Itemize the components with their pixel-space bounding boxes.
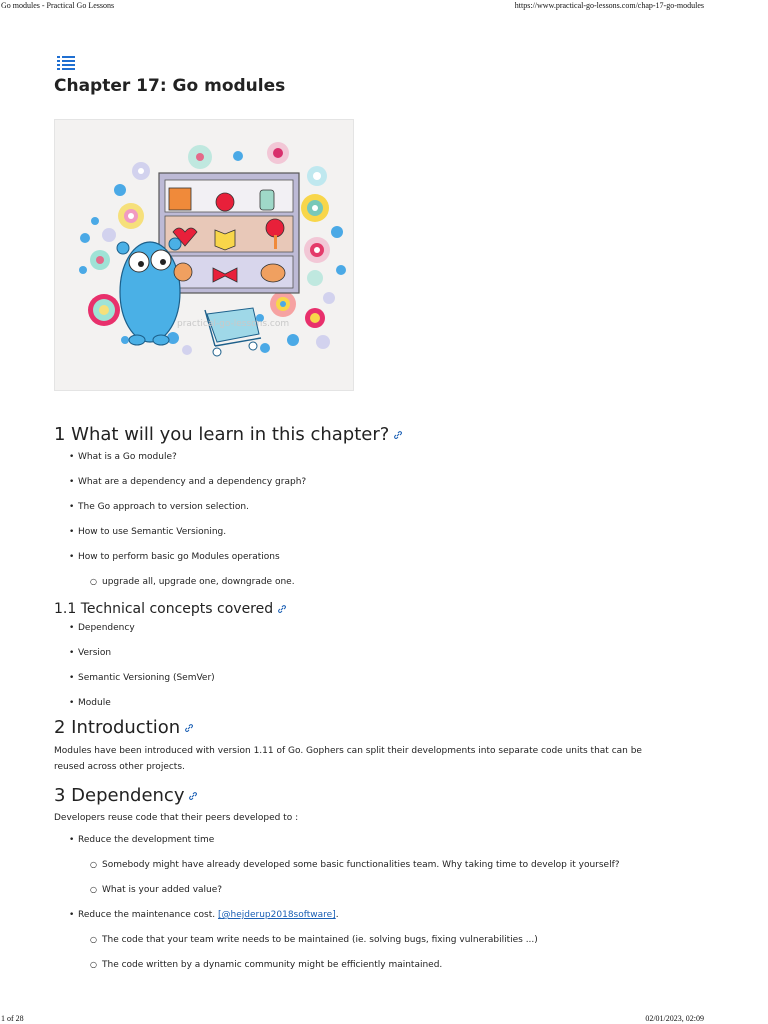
link-icon[interactable] (277, 604, 287, 614)
list-item: ○ Somebody might have already developed some basic functionalities team. Why taking time to develop it yourself? (54, 859, 654, 871)
print-header (1, 1, 704, 10)
dependency-list (54, 834, 654, 846)
print-datetime: 02/01/2023, 02:09 (645, 1014, 704, 1023)
chapter-illustration (54, 119, 354, 391)
section-dependency-heading: 3 Dependency (54, 785, 654, 806)
link-icon[interactable] (188, 791, 198, 801)
list-item: • Module (54, 697, 654, 709)
dependency-paragraph: Developers reuse code that their peers developed to : (54, 813, 299, 823)
section-learn-heading: 1 What will you learn in this chapter? (54, 424, 654, 445)
chapter-title: Chapter 17: Go modules (54, 76, 286, 96)
learn-sublist (54, 576, 654, 588)
watermark-text: practical-go-lessons.com (177, 319, 290, 329)
link-icon[interactable] (184, 723, 194, 733)
list-item: • Dependency (54, 622, 654, 634)
list-item: ○ The code written by a dynamic community might be efficiently maintained. (54, 959, 654, 971)
dependency-sublist (54, 859, 654, 896)
list-item: • How to use Semantic Versioning. (54, 526, 654, 538)
list-item: • What are a dependency and a dependency graph? (54, 476, 654, 488)
intro-paragraph: Modules have been introduced with version 1.11 of Go. Gophers can split their developments into separate code units that can be reused across other projects. (54, 746, 642, 772)
learn-list (54, 451, 654, 563)
section-intro-heading: 2 Introduction (54, 717, 654, 738)
page-number: 1 of 28 (1, 1014, 24, 1023)
list-item: • Semantic Versioning (SemVer) (54, 672, 654, 684)
list-icon[interactable] (57, 55, 75, 73)
citation-link[interactable]: [@hejderup2018software] (218, 910, 336, 920)
print-header-title: Go modules - Practical Go Lessons (1, 1, 115, 10)
list-item: • The Go approach to version selection. (54, 501, 654, 513)
link-icon[interactable] (393, 430, 403, 440)
print-footer (1, 1014, 704, 1023)
list-item: • How to perform basic go Modules operations (54, 551, 654, 563)
list-item: • Version (54, 647, 654, 659)
list-item: • What is a Go module? (54, 451, 654, 463)
print-header-url: https://www.practical-go-lessons.com/chap-17-go-modules (514, 1, 704, 10)
list-item: ○ upgrade all, upgrade one, downgrade one. (54, 576, 654, 588)
chapter-content (54, 424, 654, 971)
list-item: • Reduce the development time (54, 834, 654, 846)
dependency-list-2 (54, 909, 654, 921)
dependency-sublist-2 (54, 934, 654, 971)
concepts-list (54, 622, 654, 709)
section-concepts-heading: 1.1 Technical concepts covered (54, 601, 654, 617)
list-item: • Reduce the maintenance cost. [@hejderup2018software]. (54, 909, 654, 921)
list-item: ○ What is your added value? (54, 884, 654, 896)
list-item: ○ The code that your team write needs to be maintained (ie. solving bugs, fixing vulnerabilities ...) (54, 934, 654, 946)
shopping-cart-icon (205, 308, 261, 356)
